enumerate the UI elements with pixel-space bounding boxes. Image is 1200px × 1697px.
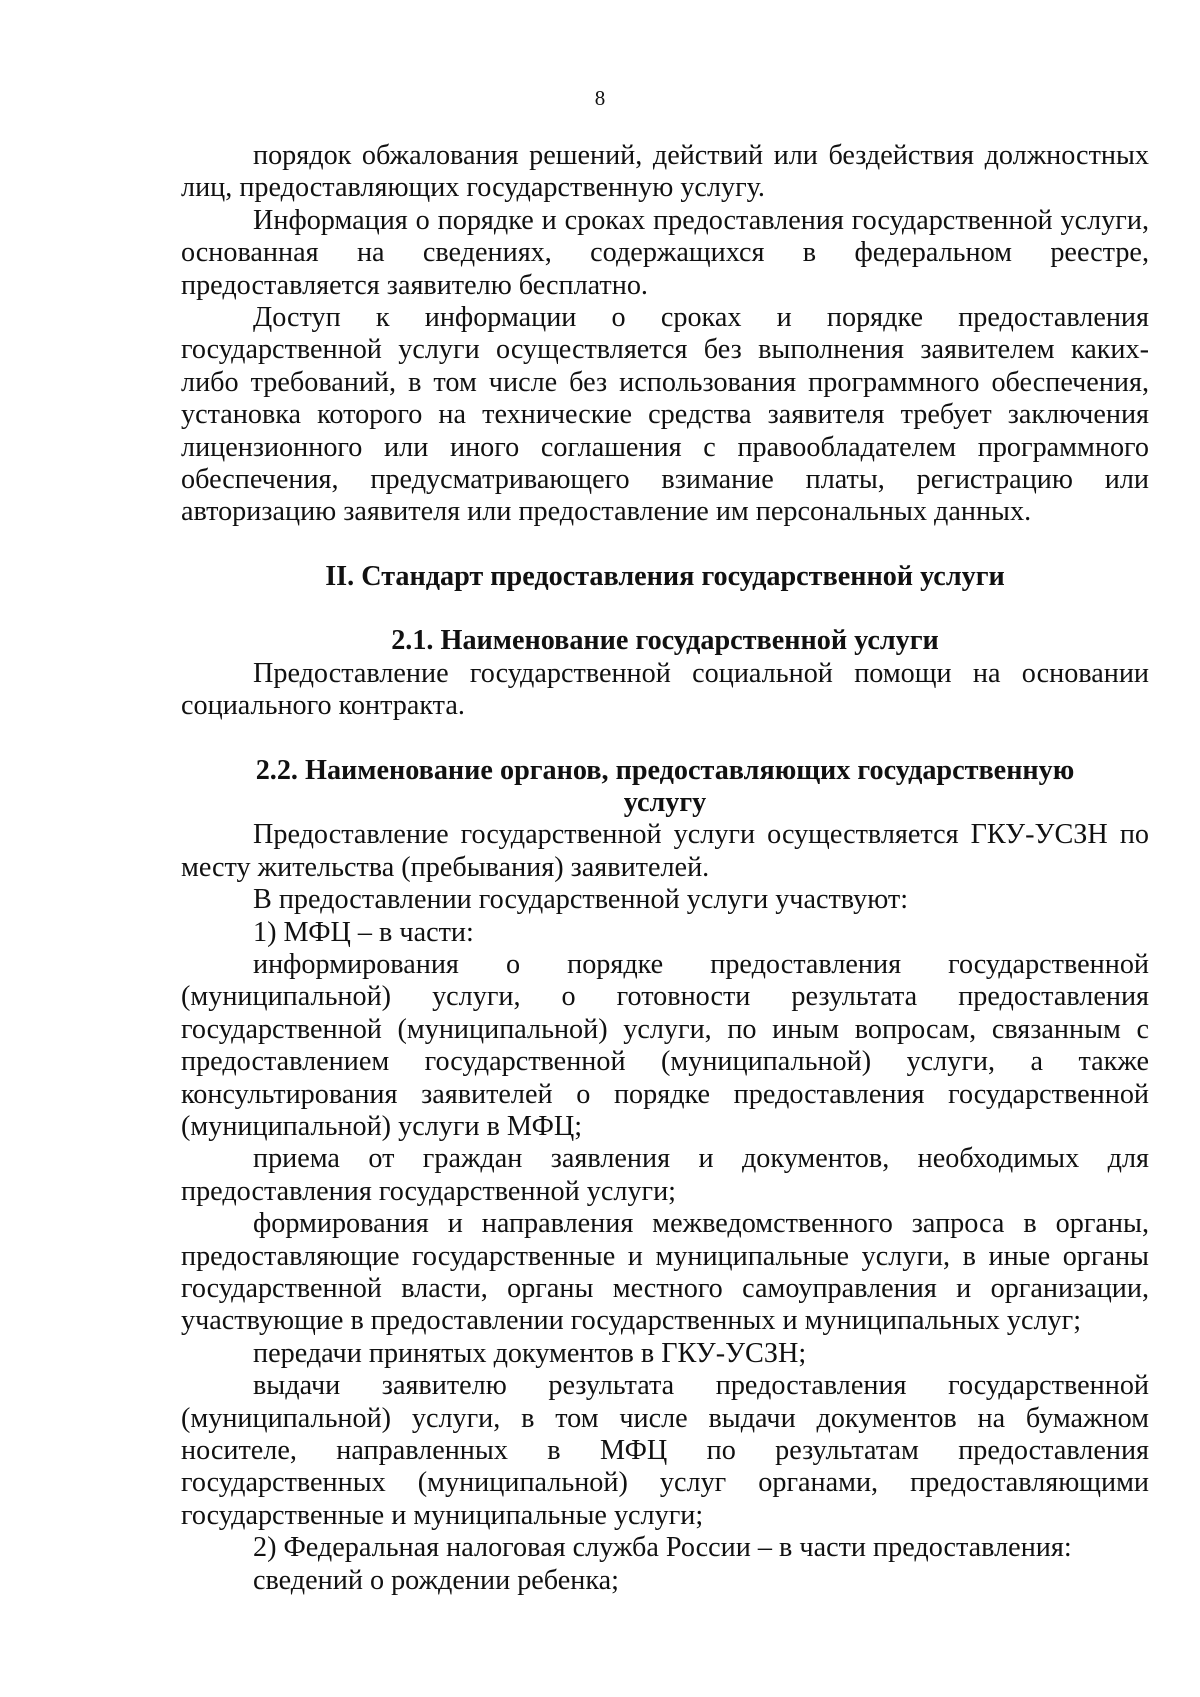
subsection-heading-2-1: 2.1. Наименование государственной услуги [391,625,939,657]
paragraph: Предоставление государственной социальной помощи на основании социального контракта. [181,657,1149,722]
paragraph: передачи принятых документов в ГКУ-УСЗН; [253,1337,807,1369]
paragraph: В предоставлении государственной услуги участвуют: [253,884,909,916]
list-item: 2) Федеральная налоговая служба России – в части предоставления: [253,1532,1072,1564]
paragraph: Доступ к информации о сроках и порядке предоставления государственной услуги осуществляется без выполнения заявителем каких-либо требований, в том числе без использования программного обеспечения, установка которого на технические средства заявителя требует заключения лицензионного или иного соглашения с правообладателем программного обеспечения, предусматривающего взимание платы, регистрацию или авторизацию заявителя или предоставление им персональных данных. [181,302,1149,528]
document-body [181,140,1149,1597]
paragraph: формирования и направления межведомственного запроса в органы, предоставляющие государственные и муниципальные услуги, в иные органы государственной власти, органы местного самоуправления и организации, участвующие в предоставлении государственных и муниципальных услуг; [181,1208,1149,1337]
paragraph: выдачи заявителю результата предоставления государственной (муниципальной) услуги, в том числе выдачи документов на бумажном носителе, направленных в МФЦ по результатам предоставления государственных (муниципальной) услуг органами, предоставляющими государственные и муниципальные услуги; [181,1370,1149,1531]
page-number: 8 [594,86,606,110]
paragraph: Информация о порядке и сроках предоставления государственной услуги, основанная на сведениях, содержащихся в федеральном реестре, предоставляется заявителю бесплатно. [181,204,1149,301]
subsection-heading-2-2: 2.2. Наименование органов, предоставляющих государственную услугу [255,754,1075,818]
section-heading: II. Стандарт предоставления государственной услуги [325,560,1005,592]
paragraph: порядок обжалования решений, действий или бездействия должностных лиц, предоставляющих государственную услугу. [181,140,1149,204]
list-item: 1) МФЦ – в части: [253,916,474,948]
paragraph: информирования о порядке предоставления государственной (муниципальной) услуги, о готовности результата предоставления государственной (муниципальной) услуги, по иным вопросам, связанным с предоставлением государственной (муниципальной) услуги, а также консультирования заявителей о порядке предоставления государственной (муниципальной) услуги в МФЦ; [181,948,1149,1142]
paragraph: Предоставление государственной услуги осуществляется ГКУ-УСЗН по месту жительства (пребывания) заявителей. [181,819,1149,883]
paragraph: приема от граждан заявления и документов, необходимых для предоставления государственной услуги; [181,1143,1149,1207]
paragraph: сведений о рождении ребенка; [253,1564,619,1596]
